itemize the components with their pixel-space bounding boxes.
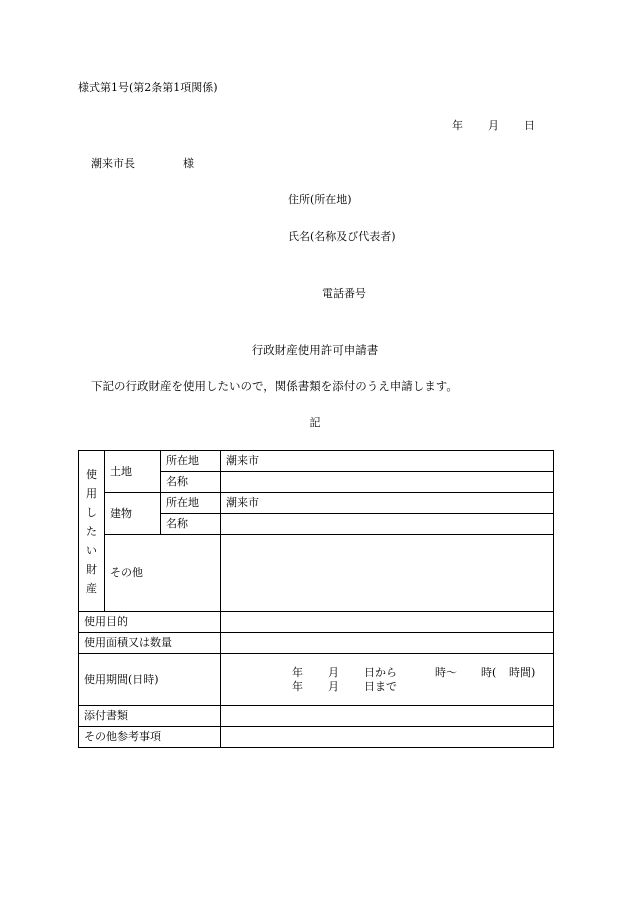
attachments-label: 添付書類 — [79, 706, 221, 727]
table-row — [79, 727, 554, 748]
applicant-address-label: 住所(所在地) — [288, 193, 352, 206]
period-hours: 時間) — [509, 665, 536, 679]
attachments-value[interactable] — [221, 706, 554, 727]
land-location-value[interactable]: 潮来市 — [221, 451, 554, 472]
property-label-char: 用 — [86, 486, 97, 500]
purpose-value[interactable] — [221, 612, 554, 633]
other-label: その他 — [105, 535, 221, 612]
period-start-day: 日から — [364, 665, 397, 679]
property-label-char: 産 — [86, 581, 97, 595]
date-year-label: 年 — [452, 119, 463, 132]
table-row — [79, 654, 554, 706]
date-day-label: 日 — [524, 119, 535, 132]
building-label: 建物 — [105, 493, 161, 535]
property-label-char: た — [86, 524, 97, 538]
period-end-month: 月 — [328, 679, 339, 693]
document-title: 行政財産使用許可申請書 — [251, 343, 379, 357]
remarks-value[interactable] — [221, 727, 554, 748]
table-row — [79, 706, 554, 727]
addressee-honorific: 様 — [183, 157, 194, 170]
period-start-year: 年 — [292, 665, 303, 679]
period-end-line — [292, 680, 548, 694]
property-label-char: 使 — [86, 467, 97, 481]
period-start-month: 月 — [328, 665, 339, 679]
table-row — [79, 451, 554, 472]
form-number: 様式第1号(第2条第1項関係) — [78, 81, 218, 94]
addressee — [91, 157, 194, 171]
period-start-line — [292, 666, 548, 680]
date-month-label: 月 — [488, 119, 499, 132]
property-label-char: い — [86, 543, 97, 557]
land-name-label: 名称 — [161, 472, 221, 493]
period-start-hour: 時～ — [435, 665, 457, 679]
land-label: 土地 — [105, 451, 161, 493]
property-label — [79, 451, 105, 612]
remarks-label: その他参考事項 — [79, 727, 221, 748]
intro-text: 下記の行政財産を使用したいので，関係書類を添付のうえ申請します。 — [91, 379, 458, 393]
area-label: 使用面積又は数量 — [79, 633, 221, 654]
period-end-hour: 時( — [481, 665, 497, 679]
building-name-value[interactable] — [221, 514, 554, 535]
table-row — [79, 612, 554, 633]
property-label-char: し — [86, 505, 97, 519]
date-line — [452, 119, 535, 133]
building-location-label: 所在地 — [161, 493, 221, 514]
period-end-year: 年 — [292, 679, 303, 693]
land-location-label: 所在地 — [161, 451, 221, 472]
building-location-value[interactable]: 潮来市 — [221, 493, 554, 514]
applicant-name-label: 氏名(名称及び代表者) — [288, 230, 396, 243]
ki-heading: 記 — [309, 416, 321, 429]
application-table — [78, 450, 554, 748]
building-name-label: 名称 — [161, 514, 221, 535]
period-label: 使用期間(日時) — [79, 654, 221, 706]
other-value[interactable] — [221, 535, 554, 612]
applicant-phone-label: 電話番号 — [322, 287, 366, 300]
purpose-label: 使用目的 — [79, 612, 221, 633]
property-label-char: 財 — [86, 562, 97, 576]
table-row — [79, 633, 554, 654]
area-value[interactable] — [221, 633, 554, 654]
addressee-name: 潮来市長 — [91, 157, 135, 170]
land-name-value[interactable] — [221, 472, 554, 493]
period-end-day: 日まで — [364, 679, 397, 693]
table-row — [79, 535, 554, 612]
table-row — [79, 493, 554, 514]
period-value[interactable] — [221, 654, 554, 706]
